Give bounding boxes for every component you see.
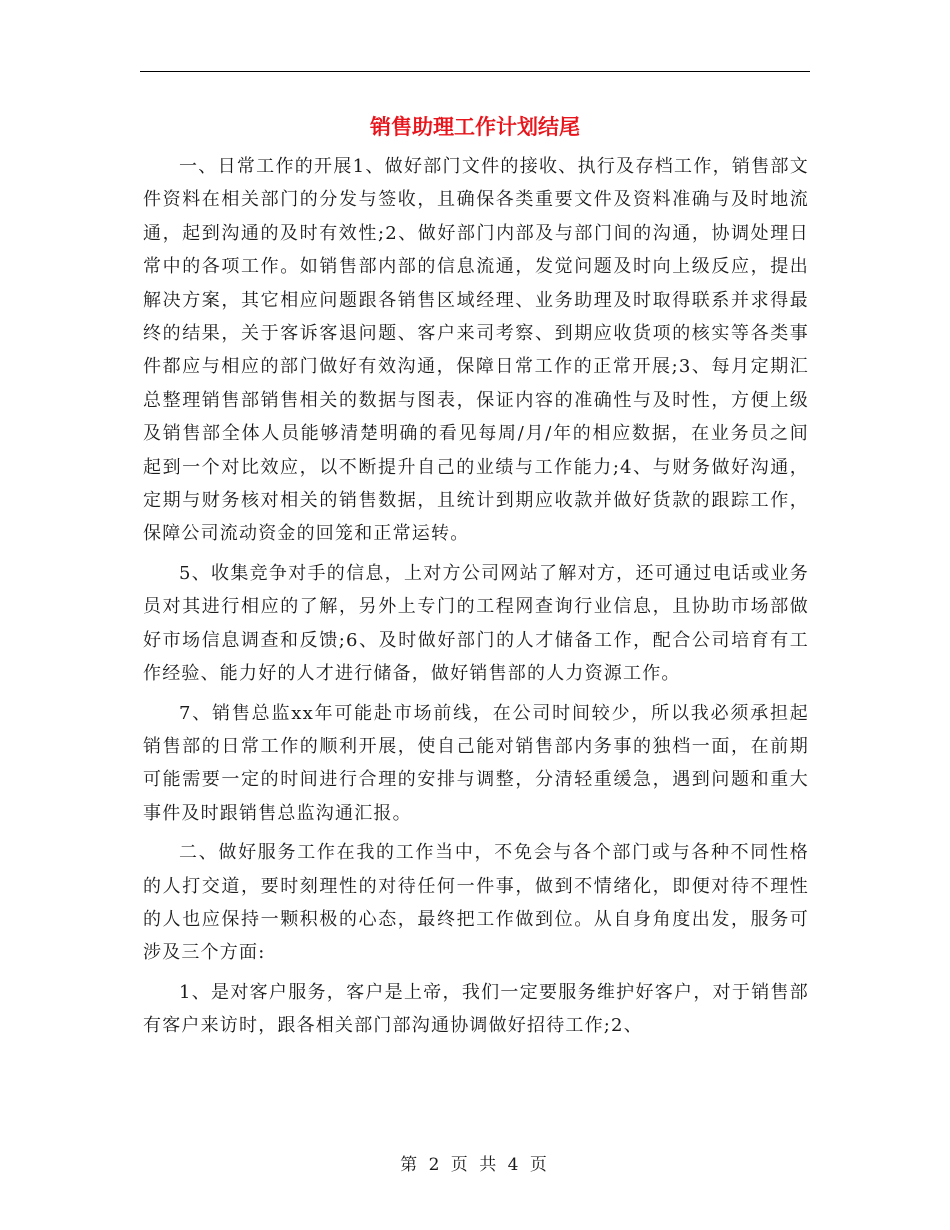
paragraph: 1、是对客户服务，客户是上帝，我们一定要服务维护好客户，对于销售部有客户来访时，跟各相关部门部沟通协调做好招待工作;2、 xyxy=(143,981,809,1037)
paragraph: 7、销售总监xx年可能赴市场前线，在公司时间较少，所以我必须承担起销售部的日常工作的顺利开展，使自己能对销售部内务事的独档一面，在前期可能需要一定的时间进行合理的安排与调整，分清轻重缓急，遇到问题和重大事件及时跟销售总监沟通汇报。 xyxy=(143,702,809,824)
document-body xyxy=(143,150,809,1049)
page-number-footer: 第 2 页 共 4 页 xyxy=(400,1155,550,1175)
document-title: 销售助理工作计划结尾 xyxy=(370,114,580,139)
paragraph: 5、收集竞争对手的信息，上对方公司网站了解对方，还可通过电话或业务员对其进行相应的了解，另外上专门的工程网查询行业信息，且协助市场部做好市场信息调查和反馈;6、及时做好部门的人才储备工作，配合公司培育有工作经验、能力好的人才进行储备，做好销售部的人力资源工作。 xyxy=(143,562,809,685)
paragraph: 一、日常工作的开展1、做好部门文件的接收、执行及存档工作，销售部文件资料在相关部门的分发与签收，且确保各类重要文件及资料准确与及时地流通，起到沟通的及时有效性;2、做好部门内部及与部门间的沟通，协调处理日常中的各项工作。如销售部内部的信息流通，发觉问题及时向上级反应，提出解决方案，其它相应问题跟各销售区域经理、业务助理及时取得联系并求得最终的结果，关于客诉客退问题、客户来司考察、到期应收货项的核实等各类事件都应与相应的部门做好有效沟通，保障日常工作的正常开展;3、每月定期汇总整理销售部销售相关的数据与图表，保证内容的准确性与及时性，方便上级及销售部全体人员能够清楚明确的看见每周/月/年的相应数据，在业务员之间起到一个对比效应，以不断提升自己的业绩与工作能力;4、与财务做好沟通，定期与财务核对相关的销售数据，且统计到期应收款并做好货款的跟踪工作，保障公司流动资金的回笼和正常运转。 xyxy=(143,156,809,545)
header-rule xyxy=(140,71,810,72)
paragraph: 二、做好服务工作在我的工作当中，不免会与各个部门或与各种不同性格的人打交道，要时刻理性的对待任何一件事，做到不情绪化，即便对待不理性的人也应保持一颗积极的心态，最终把工作做到位。从自身角度出发，服务可涉及三个方面: xyxy=(143,842,809,964)
